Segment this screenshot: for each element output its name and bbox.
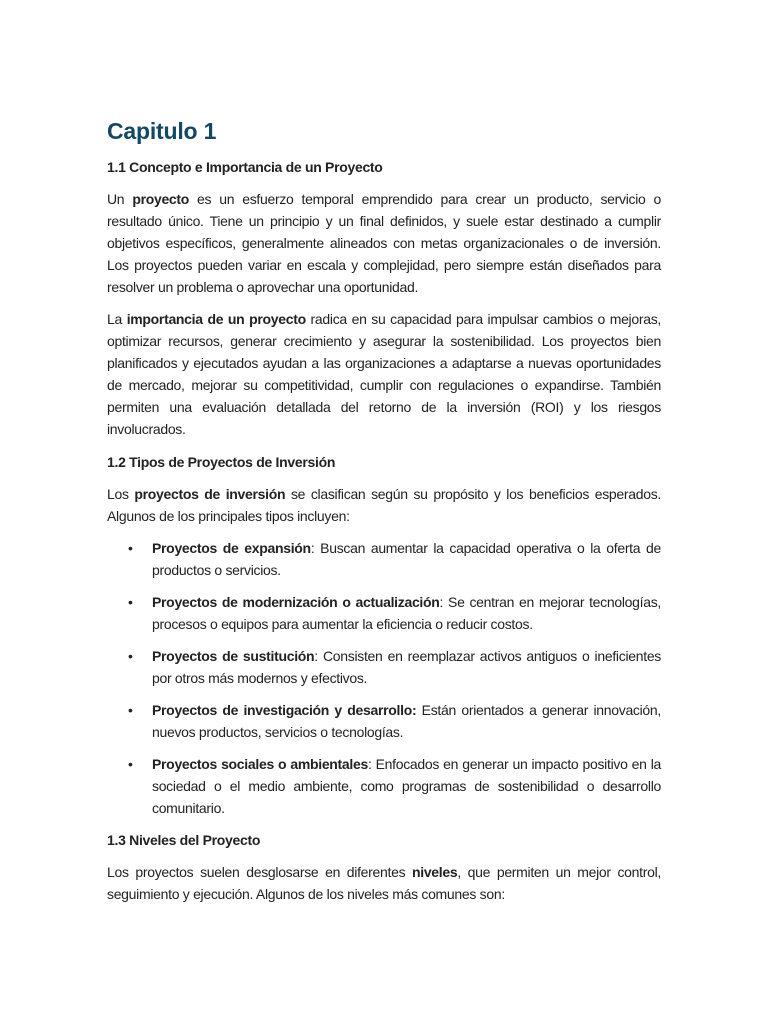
bold-term: Proyectos de investigación y desarrollo: — [152, 702, 417, 718]
bullet-icon: • — [128, 702, 133, 718]
text-run: Los — [107, 486, 135, 502]
list-item — [107, 699, 661, 743]
text-run: se clasifican según su propósito y los beneficios esperados. Algunos de los principales tipos incluyen: — [107, 486, 662, 524]
bullet-icon: • — [128, 540, 133, 556]
chapter-title: Capitulo 1 — [107, 118, 217, 144]
section-heading-1-3: 1.3 Niveles del Proyecto — [107, 832, 261, 848]
bold-term: Proyectos de sustitución — [152, 648, 315, 664]
text-run: , que permiten un mejor control, seguimiento y ejecución. Algunos de los niveles más comunes son: — [107, 864, 661, 902]
paragraph-niveles-intro — [107, 861, 661, 905]
section-heading-1-1: 1.1 Concepto e Importancia de un Proyecto — [107, 159, 383, 175]
paragraph-proyecto-importance — [107, 308, 661, 440]
text-run: Están orientados a generar innovación, nuevos productos, servicios o tecnologías. — [152, 702, 661, 740]
list-item — [107, 537, 661, 581]
list-item — [107, 753, 661, 819]
bullet-icon: • — [128, 594, 133, 610]
bold-term: proyectos de inversión — [134, 486, 286, 502]
text-run: Un — [107, 191, 133, 207]
document-content — [107, 116, 661, 905]
bold-term: Proyectos de expansión — [152, 540, 311, 556]
section-heading-1-2: 1.2 Tipos de Proyectos de Inversión — [107, 454, 336, 470]
paragraph-proyecto-definition — [107, 188, 661, 298]
project-types-list — [107, 537, 661, 819]
text-run: : Consisten en reemplazar activos antiguos o ineficientes por otros más modernos y efectivos. — [152, 648, 661, 686]
bold-term: niveles — [411, 864, 458, 880]
text-run: : Enfocados en generar un impacto positivo en la sociedad o el medio ambiente, como programas de sostenibilidad o desarrollo comunitario. — [152, 756, 661, 816]
bullet-icon: • — [128, 756, 133, 772]
bold-term: proyecto — [132, 191, 190, 207]
text-run: radica en su capacidad para impulsar cambios o mejoras, optimizar recursos, generar crecimiento y asegurar la sostenibilidad. Los proyectos bien planificados y ejecutados ayudan a las organizaciones a adaptarse a nuevas oportunidades de mercado, mejorar su competitividad, cumplir con regulaciones o expandirse. También permiten una evaluación detallada del retorno de la inversión (ROI) y los riesgos involucrados. — [107, 311, 661, 437]
bold-term: Proyectos de modernización o actualización — [152, 594, 440, 610]
bold-term: Proyectos sociales o ambientales — [152, 756, 368, 772]
text-run: Los proyectos suelen desglosarse en diferentes — [107, 864, 412, 880]
list-item — [107, 645, 661, 689]
bullet-icon: • — [128, 648, 133, 664]
list-item — [107, 591, 661, 635]
text-run: La — [107, 311, 127, 327]
text-run: : Buscan aumentar la capacidad operativa o la oferta de productos o servicios. — [152, 540, 661, 578]
paragraph-inversion-intro — [107, 483, 661, 527]
bold-term: importancia de un proyecto — [126, 311, 306, 327]
text-run: : Se centran en mejorar tecnologías, procesos o equipos para aumentar la eficiencia o reducir costos. — [152, 594, 661, 632]
text-run: es un esfuerzo temporal emprendido para crear un producto, servicio o resultado único. Tiene un principio y un final definidos, y suele estar destinado a cumplir objetivos específicos, generalmente alineados con metas organizacionales o de inversión. Los proyectos pueden variar en escala y complejidad, pero siempre están diseñados para resolver un problema o aprovechar una oportunidad. — [107, 191, 661, 295]
